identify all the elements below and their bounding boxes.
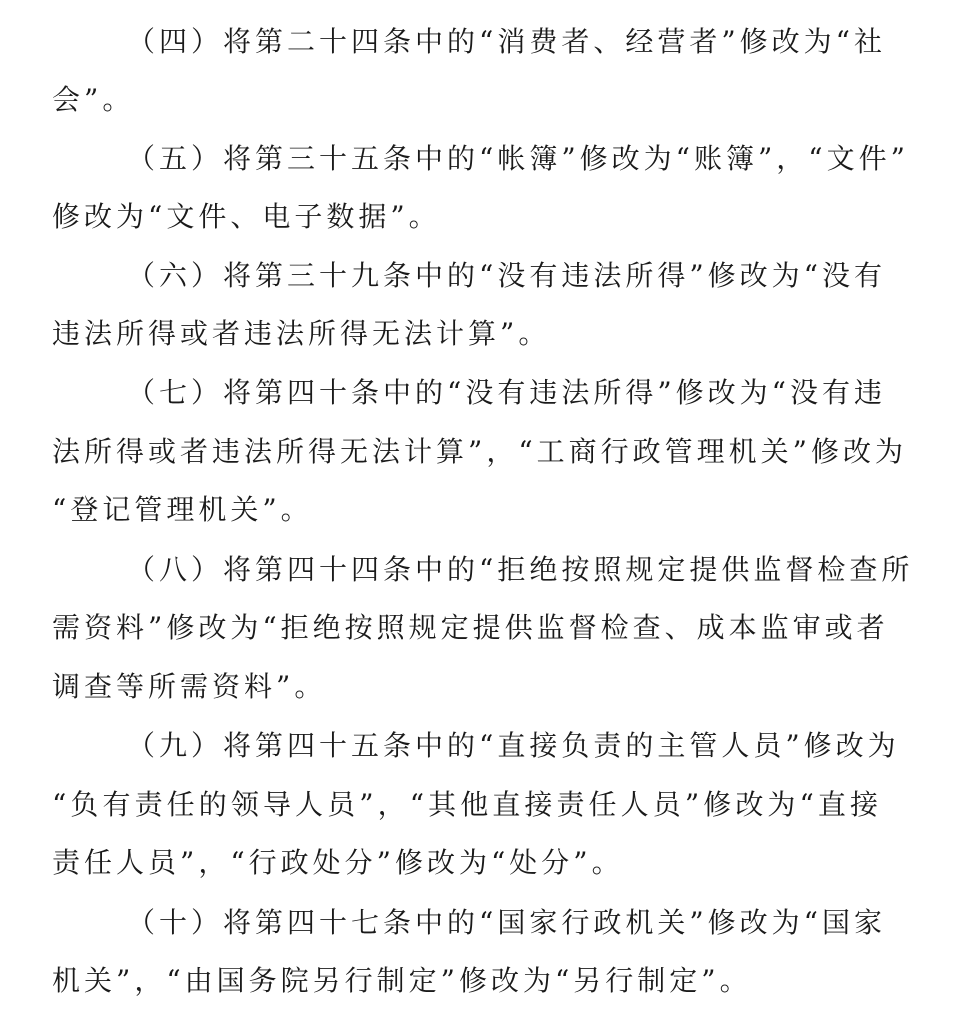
text-line: 修改为“文件、电子数据”。 (52, 200, 441, 233)
text-line: 机关”，“由国务院另行制定”修改为“另行制定”。 (52, 964, 752, 997)
text-line: （十）将第四十七条中的“国家行政机关”修改为“国家 (127, 906, 886, 939)
text-line: 责任人员”，“行政处分”修改为“处分”。 (52, 846, 624, 879)
text-line: 调查等所需资料”。 (52, 670, 327, 703)
text-line: （八）将第四十四条中的“拒绝按照规定提供监督检查所 (127, 553, 914, 586)
text-line: 需资料”修改为“拒绝按照规定提供监督检查、成本监审或者 (52, 611, 889, 644)
text-line: （七）将第四十条中的“没有违法所得”修改为“没有违 (127, 376, 886, 409)
text-line: 会”。 (52, 83, 135, 116)
text-line: 违法所得或者违法所得无法计算”。 (52, 317, 551, 350)
text-line: （六）将第三十九条中的“没有违法所得”修改为“没有 (127, 259, 886, 292)
text-line: 法所得或者违法所得无法计算”，“工商行政管理机关”修改为 (52, 435, 907, 468)
text-line: （四）将第二十四条中的“消费者、经营者”修改为“社 (127, 25, 886, 58)
text-line: “负有责任的领导人员”，“其他直接责任人员”修改为“直接 (52, 788, 882, 821)
text-line: （九）将第四十五条中的“直接负责的主管人员”修改为 (127, 729, 900, 762)
text-line: （五）将第三十五条中的“帐簿”修改为“账簿”，“文件” (127, 142, 909, 175)
text-line: “登记管理机关”。 (52, 493, 313, 526)
